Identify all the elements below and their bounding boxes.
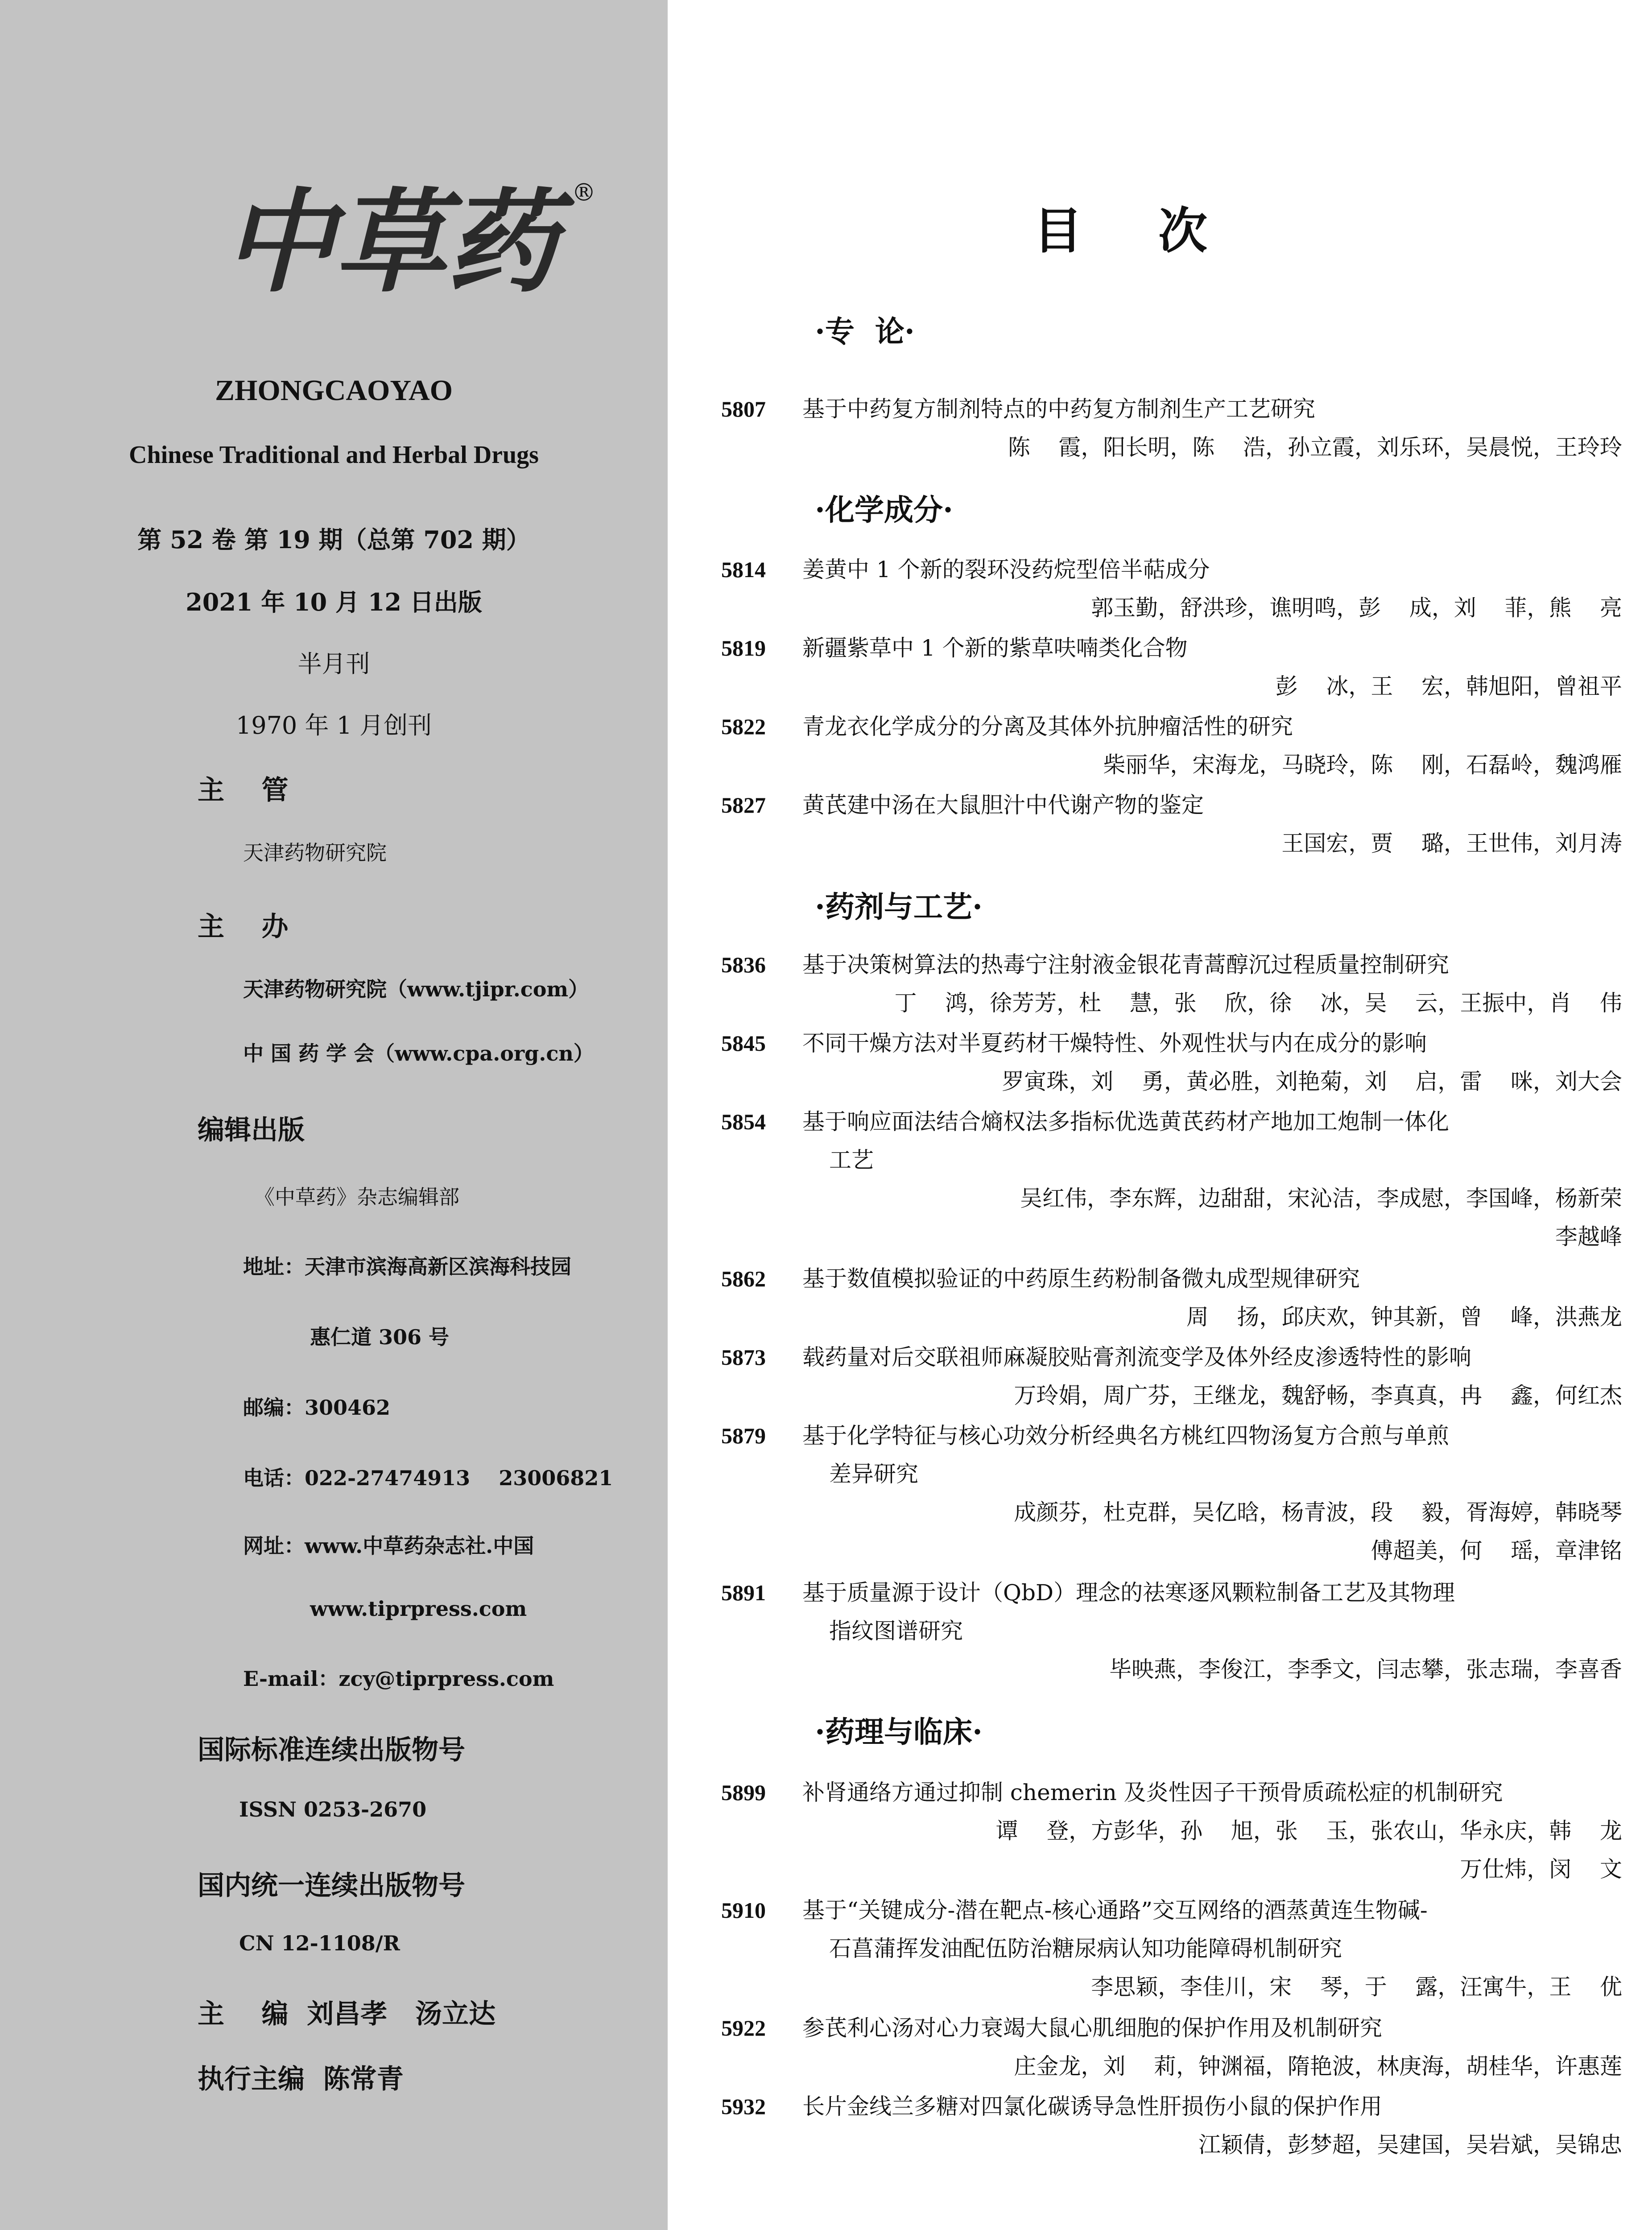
toc-entry[interactable]: [721, 629, 1622, 706]
entry-title: 姜黄中 1 个新的裂环没药烷型倍半萜成分: [802, 557, 1210, 582]
entry-title: 补肾通络方通过抑制 chemerin 及炎性因子干预骨质疏松症的机制研究: [802, 1780, 1503, 1805]
entry-title: 新疆紫草中 1 个新的紫草呋喃类化合物: [802, 635, 1188, 661]
entry-authors: 毕映燕，李俊江，李季文，闫志攀，张志瑞，李喜香: [1109, 1656, 1622, 1682]
entry-authors: 万玲娟，周广芬，王继龙，魏舒畅，李真真，冉 鑫，何红杰: [1014, 1383, 1622, 1408]
section-pharmaceutics: ·药剂与工艺·: [815, 889, 983, 924]
entry-page: 5873: [721, 1345, 766, 1370]
toc-entry[interactable]: [721, 1573, 1622, 1689]
toc-entry[interactable]: [721, 2087, 1622, 2164]
entry-page: 5854: [721, 1109, 766, 1134]
journal-logo: [223, 161, 615, 303]
founded: 1970 年 1 月创刊: [235, 711, 432, 739]
toc-entry[interactable]: [721, 1103, 1622, 1256]
entry-page: 5845: [721, 1031, 766, 1056]
entry-title: 不同干燥方法对半夏药材干燥特性、外观性状与内在成分的影响: [802, 1030, 1427, 1056]
supervisor-label: 主 管: [198, 775, 289, 806]
address-line-1: 地址：天津市滨海高新区滨海科技园: [243, 1255, 571, 1279]
entry-title: 黄芪建中汤在大鼠胆汁中代谢产物的鉴定: [802, 792, 1204, 818]
toc-entry[interactable]: [721, 707, 1622, 784]
cn-number: CN 12-1108/R: [239, 1931, 400, 1955]
entry-authors: 柴丽华，宋海龙，马晓玲，陈 刚，石磊岭，魏鸿雁: [1103, 752, 1622, 778]
issn: ISSN 0253-2670: [239, 1797, 427, 1821]
toc-entry[interactable]: [721, 1773, 1622, 1888]
entry-title-cont: 工艺: [829, 1147, 874, 1173]
supervisor: 天津药物研究院: [243, 841, 387, 865]
entry-page: 5862: [721, 1266, 766, 1291]
website-1: 网址：www.中草药杂志社.中国: [243, 1534, 534, 1558]
issn-label: 国际标准连续出版物号: [198, 1734, 465, 1766]
entry-authors: 成颜芬，杜克群，吴亿晗，杨青波，段 毅，胥海婷，韩晓琴: [1014, 1499, 1622, 1525]
executive-editor: 执行主编 陈常青: [198, 2064, 404, 2095]
entry-title: 基于数值模拟验证的中药原生药粉制备微丸成型规律研究: [802, 1266, 1360, 1292]
entry-authors: 彭 冰，王 宏，韩旭阳，曾祖平: [1275, 673, 1622, 699]
entry-authors: 谭 登，方彭华，孙 旭，张 玉，张农山，华永庆，韩 龙: [995, 1818, 1622, 1844]
toc-entry[interactable]: [721, 1891, 1622, 2006]
editor-label: 编辑出版: [198, 1115, 305, 1146]
entry-authors: 周 扬，邱庆欢，钟其新，曾 峰，洪燕龙: [1186, 1304, 1622, 1330]
volume-issue: 第 52 卷 第 19 期（总第 702 期）: [137, 525, 530, 554]
editorial-office: 《中草药》杂志编辑部: [254, 1185, 459, 1209]
entry-title-cont: 指纹图谱研究: [829, 1618, 963, 1644]
email: E-mail：zcy@tiprpress.com: [243, 1667, 554, 1691]
website-2: www.tiprpress.com: [310, 1597, 527, 1621]
entry-title-cont: 差异研究: [829, 1461, 918, 1487]
publish-date: 2021 年 10 月 12 日出版: [186, 588, 482, 616]
entry-page: 5891: [721, 1580, 766, 1605]
entry-title: 参芪利心汤对心力衰竭大鼠心肌细胞的保护作用及机制研究: [802, 2015, 1382, 2041]
entry-title-cont: 石菖蒲挥发油配伍防治糖尿病认知功能障碍机制研究: [829, 1936, 1342, 1962]
registered-mark: ®: [572, 178, 596, 206]
entry-page: 5899: [721, 1780, 766, 1805]
entry-title: 基于决策树算法的热毒宁注射液金银花青蒿醇沉过程质量控制研究: [802, 952, 1449, 978]
toc-entry[interactable]: [721, 946, 1622, 1022]
entry-page: 5827: [721, 793, 766, 818]
toc-entry[interactable]: [721, 550, 1622, 627]
entry-page: 5819: [721, 636, 766, 661]
entry-title: 基于化学特征与核心功效分析经典名方桃红四物汤复方合煎与单煎: [802, 1423, 1449, 1449]
section-special-topic: ·专 论·: [815, 314, 915, 349]
entry-authors-cont: 傅超美，何 瑶，章津铭: [1371, 1538, 1622, 1564]
journal-pinyin: ZHONGCAOYAO: [215, 374, 453, 407]
toc-entry[interactable]: [721, 1260, 1622, 1336]
toc-entry[interactable]: [721, 1024, 1622, 1101]
entry-authors: 丁 鸿，徐芳芳，杜 慧，张 欣，徐 冰，吴 云，王振中，肖 伟: [894, 990, 1622, 1016]
section-chemistry: ·化学成分·: [815, 492, 953, 527]
entry-title: 长片金线兰多糖对四氯化碳诱导急性肝损伤小鼠的保护作用: [802, 2094, 1382, 2119]
entry-authors-cont: 李越峰: [1555, 1224, 1622, 1250]
entry-title: 基于质量源于设计（QbD）理念的祛寒逐风颗粒制备工艺及其物理: [802, 1580, 1455, 1606]
entry-authors: 王国宏，贾 璐，王世伟，刘月涛: [1281, 830, 1622, 856]
entry-authors: 郭玉勤，舒洪珍，谯明鸣，彭 成，刘 菲，熊 亮: [1091, 595, 1622, 621]
entry-authors: 江颖倩，彭梦超，吴建国，吴岩斌，吴锦忠: [1198, 2132, 1622, 2158]
entry-page: 5822: [721, 714, 766, 739]
toc-entry[interactable]: [721, 1416, 1622, 1570]
logo-calligraphy: 中草药: [223, 176, 558, 303]
entry-page: 5932: [721, 2094, 766, 2119]
toc-entry[interactable]: [721, 1338, 1622, 1415]
entry-page: 5814: [721, 557, 766, 582]
table-of-contents: [668, 0, 1652, 2230]
sponsor-1: 天津药物研究院（www.tjipr.com）: [243, 977, 589, 1001]
journal-english: Chinese Traditional and Herbal Drugs: [129, 441, 539, 469]
toc-title: 目次: [1033, 202, 1283, 260]
entry-authors: 吴红伟，李东辉，边甜甜，宋沁洁，李成慰，李国峰，杨新荣: [1020, 1185, 1622, 1211]
sponsor-label: 主 办: [198, 911, 289, 942]
toc-entry[interactable]: [721, 390, 1622, 467]
entry-authors: 陈 霞，阳长明，陈 浩，孙立霞，刘乐环，吴晨悦，王玲玲: [1008, 434, 1622, 460]
phone: 电话：022-27474913 23006821: [243, 1466, 613, 1490]
entry-authors: 庄金龙，刘 莉，钟渊福，隋艳波，林庚海，胡桂华，许惠莲: [1014, 2053, 1622, 2079]
chief-editor: 主 编 刘昌孝 汤立达: [198, 1999, 496, 2030]
entry-page: 5910: [721, 1898, 766, 1923]
postcode: 邮编：300462: [243, 1396, 391, 1420]
entry-page: 5836: [721, 952, 766, 977]
entry-page: 5807: [721, 396, 766, 421]
sponsor-2: 中 国 药 学 会（www.cpa.org.cn）: [243, 1041, 594, 1065]
entry-title: 基于响应面法结合熵权法多指标优选黄芪药材产地加工炮制一体化: [802, 1109, 1449, 1135]
section-pharmacology: ·药理与临床·: [815, 1714, 983, 1749]
entry-title: 青龙衣化学成分的分离及其体外抗肿瘤活性的研究: [802, 714, 1293, 739]
toc-entry[interactable]: [721, 2009, 1622, 2085]
entry-authors: 罗寅珠，刘 勇，黄必胜，刘艳菊，刘 启，雷 咪，刘大会: [1002, 1069, 1622, 1094]
sidebar: [0, 0, 668, 2230]
toc-entry[interactable]: [721, 786, 1622, 863]
entry-title: 基于“关键成分-潜在靶点-核心通路”交互网络的酒蒸黄连生物碱-: [802, 1897, 1428, 1923]
entry-page: 5922: [721, 2015, 766, 2040]
entry-title: 载药量对后交联祖师麻凝胶贴膏剂流变学及体外经皮渗透特性的影响: [802, 1344, 1471, 1370]
frequency: 半月刊: [297, 650, 370, 678]
entry-authors-cont: 万仕炜，闵 文: [1460, 1856, 1622, 1882]
entry-page: 5879: [721, 1423, 766, 1448]
entry-authors: 李思颖，李佳川，宋 琴，于 露，汪寓牛，王 优: [1091, 1974, 1622, 2000]
cn-label: 国内统一连续出版物号: [198, 1870, 465, 1901]
address-line-2: 惠仁道 306 号: [310, 1325, 450, 1349]
entry-title: 基于中药复方制剂特点的中药复方制剂生产工艺研究: [802, 396, 1315, 422]
